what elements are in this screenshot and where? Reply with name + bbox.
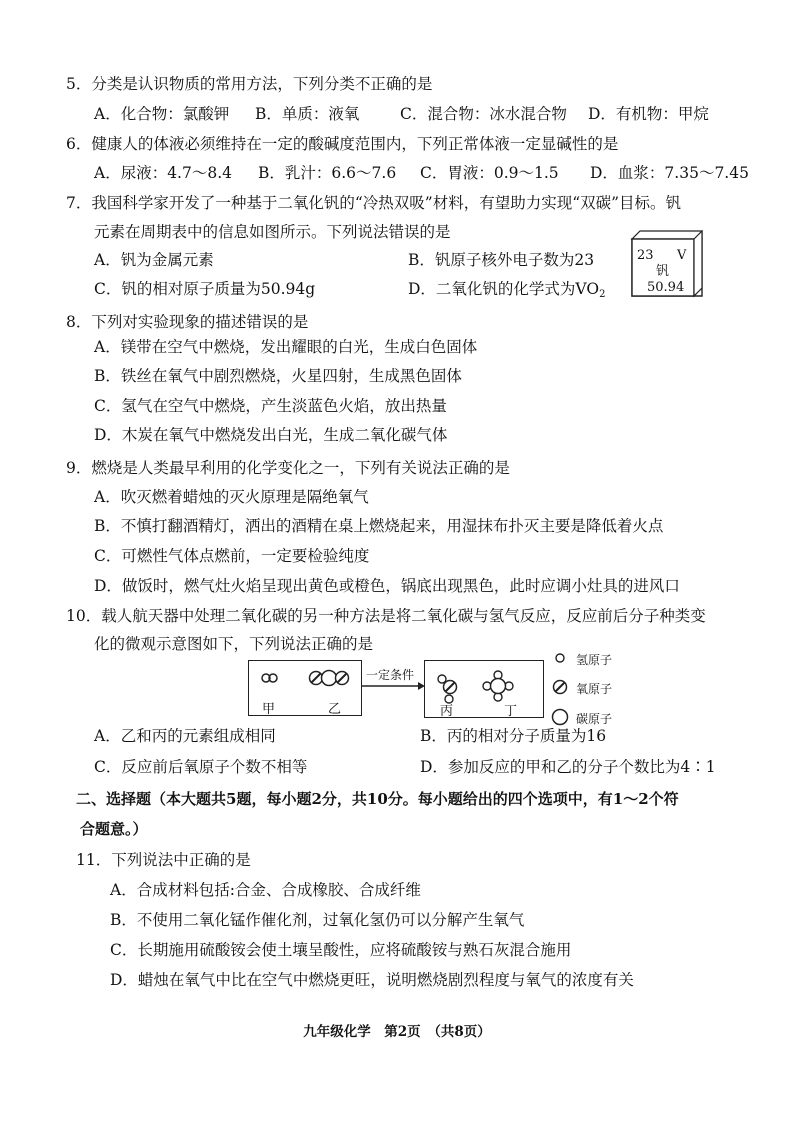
q7-option-d-subscript: 2 <box>599 289 606 300</box>
page-footer: 九年级化学 第2页 （共8页） <box>303 1024 491 1040</box>
label-jia: 甲 <box>262 702 276 717</box>
q7-stem-line1: 7．我国科学家开发了一种基于二氧化钒的“冷热双吸”材料，有望助力实现“双碳”目标。钒 <box>66 194 682 212</box>
q10-option-a: A．乙和丙的元素组成相同 <box>94 727 276 745</box>
section2-heading-line2: 合题意。） <box>80 820 148 838</box>
q7-stem-line2: 元素在周期表中的信息如图所示。下列说法错误的是 <box>94 223 451 241</box>
q7-option-c: C．钒的相对原子质量为50.94g <box>94 280 316 298</box>
reaction-condition: 一定条件 <box>366 668 415 682</box>
label-bing: 丙 <box>440 704 454 719</box>
legend-carbon-label: 碳原子 <box>576 712 613 726</box>
q11-option-a: A．合成材料包括:合金、合成橡胶、合成纤维 <box>110 881 421 899</box>
water-molecule-icon <box>438 675 457 703</box>
element-symbol: V <box>677 248 687 263</box>
q9-stem: 9．燃烧是人类最早利用的化学变化之一，下列有关说法正确的是 <box>66 459 510 477</box>
legend-carbon-icon <box>553 710 568 725</box>
q6-stem: 6．健康人的体液必须维持在一定的酸碱度范围内，下列正常体液一定显碱性的是 <box>66 135 619 153</box>
q5-option-c: C．混合物：冰水混合物 <box>400 105 567 123</box>
q8-option-d: D．木炭在氧气中燃烧发出白光，生成二氧化碳气体 <box>94 426 448 444</box>
q11-option-c: C．长期施用硫酸铵会使土壤呈酸性，应将硫酸铵与熟石灰混合施用 <box>110 941 572 959</box>
carbon-dioxide-molecule-icon <box>310 671 349 686</box>
reaction-arrow-icon <box>362 682 425 690</box>
element-name: 钒 <box>656 264 670 279</box>
q8-option-c: C．氢气在空气中燃烧，产生淡蓝色火焰，放出热量 <box>94 397 447 415</box>
q6-option-b: B．乳汁：6.6～7.6 <box>258 164 397 182</box>
legend-hydrogen-label: 氢原子 <box>576 653 613 667</box>
q9-option-a: A．吹灭燃着蜡烛的灭火原理是隔绝氧气 <box>94 488 369 506</box>
element-atomic-mass: 50.94 <box>647 280 685 295</box>
section2-heading-line1: 二、选择题（本大题共5题，每小题2分，共10分。每小题给出的四个选项中，有1～2个符 <box>76 790 679 808</box>
q7-option-d-text: D．二氧化钒的化学式为VO <box>408 280 600 298</box>
q8-option-b: B．铁丝在氧气中剧烈燃烧，火星四射，生成黑色固体 <box>94 367 462 385</box>
q10-option-d: D．参加反应的甲和乙的分子个数比为4∶1 <box>420 758 716 776</box>
element-atomic-number: 23 <box>637 248 654 263</box>
q9-option-d: D．做饭时，燃气灶火焰呈现出黄色或橙色，锅底出现黑色，此时应调小灶具的进风口 <box>94 577 680 595</box>
legend-hydrogen-icon <box>556 654 564 662</box>
q7-option-a: A．钒为金属元素 <box>94 251 214 269</box>
q10-option-b: B．丙的相对分子质量为16 <box>420 727 607 745</box>
q7-option-b: B．钒原子核外电子数为23 <box>408 251 595 269</box>
reaction-diagram <box>248 652 628 732</box>
q5-option-d: D．有机物：甲烷 <box>588 105 709 123</box>
reaction-molecules <box>248 652 548 722</box>
q9-option-b: B．不慎打翻酒精灯，洒出的酒精在桌上燃烧起来，用湿抹布扑灭主要是降低着火点 <box>94 517 664 535</box>
q11-option-d: D．蜡烛在氧气中比在空气中燃烧更旺，说明燃烧剧烈程度与氧气的浓度有关 <box>110 971 634 989</box>
legend-oxygen-label: 氧原子 <box>576 682 613 696</box>
q8-stem: 8．下列对实验现象的描述错误的是 <box>66 313 309 331</box>
element-info-box <box>623 230 703 298</box>
q8-option-a: A．镁带在空气中燃烧，发出耀眼的白光，生成白色固体 <box>94 338 478 356</box>
q11-option-b: B．不使用二氧化锰作催化剂，过氧化氢仍可以分解产生氧气 <box>110 911 525 929</box>
q6-option-d: D．血浆：7.35～7.45 <box>590 164 749 182</box>
q10-stem-line1: 10．载人航天器中处理二氧化碳的另一种方法是将二氧化碳与氢气反应，反应前后分子种类变 <box>66 607 706 625</box>
q6-option-c: C．胃液：0.9～1.5 <box>420 164 559 182</box>
q11-stem: 11．下列说法中正确的是 <box>76 851 251 869</box>
q10-stem-line2: 化的微观示意图如下，下列说法正确的是 <box>94 635 374 653</box>
legend-oxygen-icon <box>554 681 567 694</box>
q9-option-c: C．可燃性气体点燃前，一定要检验纯度 <box>94 547 370 565</box>
q7-option-d <box>408 279 605 305</box>
q5-option-b: B．单质：液氧 <box>255 105 360 123</box>
q5-option-a: A．化合物：氯酸钾 <box>94 105 230 123</box>
q6-option-a: A．尿液：4.7～8.4 <box>94 164 232 182</box>
q10-option-c: C．反应前后氧原子个数不相等 <box>94 758 308 776</box>
q5-stem: 5．分类是认识物质的常用方法，下列分类不正确的是 <box>66 75 433 93</box>
label-ding: 丁 <box>504 704 518 719</box>
methane-molecule-icon <box>483 671 513 701</box>
hydrogen-molecule-icon <box>262 674 277 682</box>
label-yi: 乙 <box>328 702 342 717</box>
